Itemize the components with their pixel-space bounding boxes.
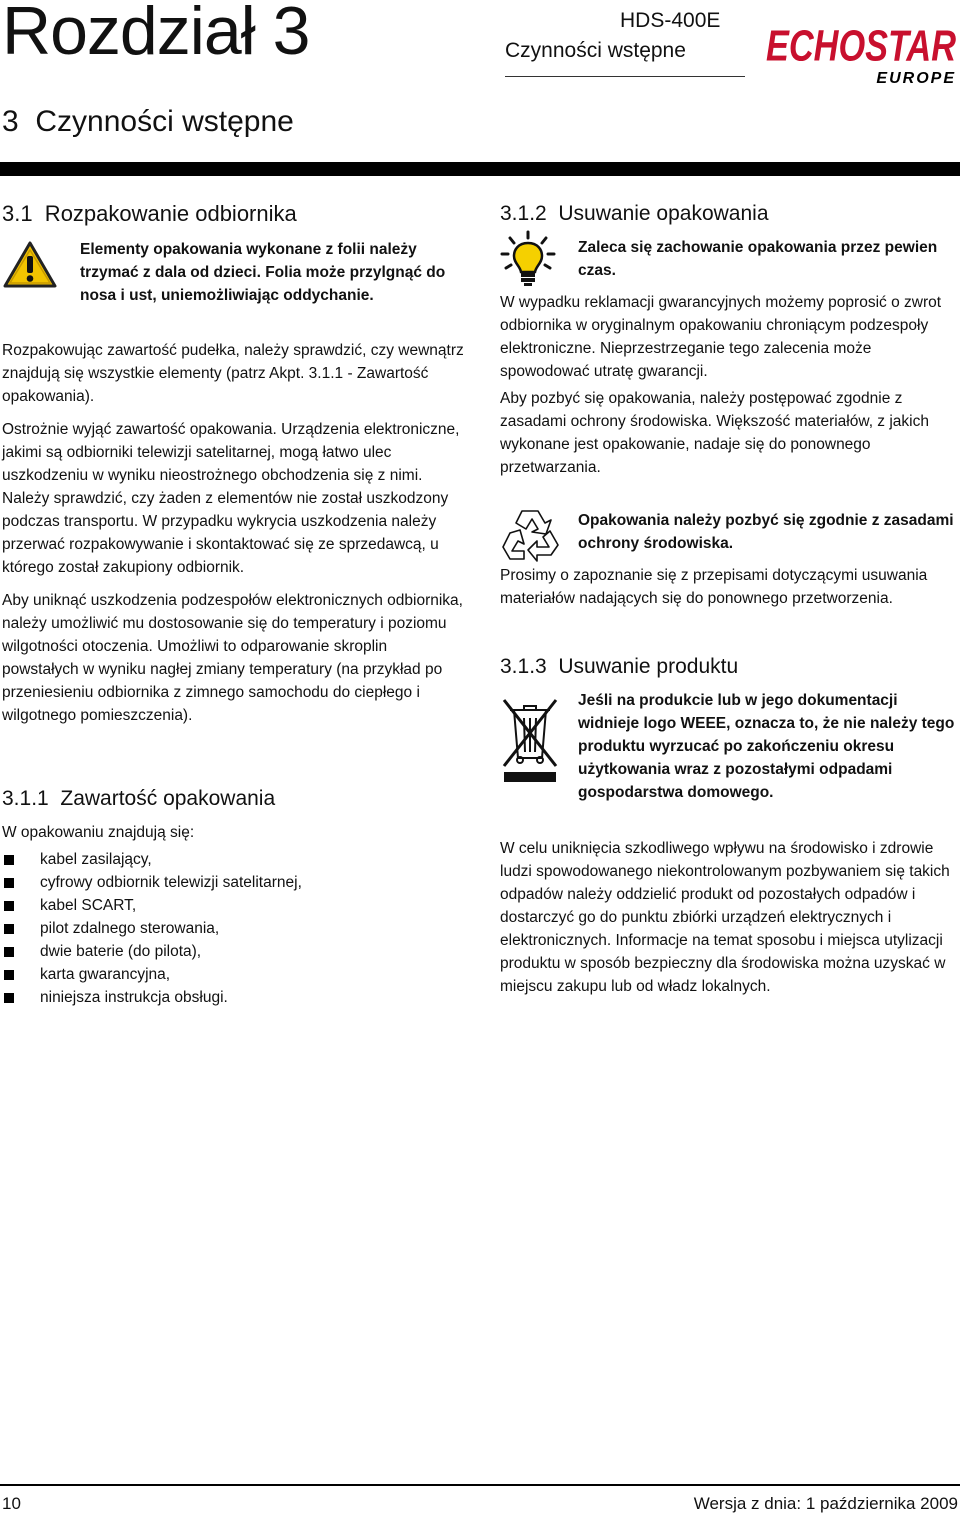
echostar-logo	[764, 20, 958, 86]
recycle-icon	[500, 507, 560, 563]
logo-word: ECHOSTAR	[766, 20, 957, 71]
paragraph: Prosimy o zapoznanie się z przepisami dotyczącymi usuwania materiałów nadających się do ponownego przetworzenia.	[500, 567, 928, 607]
list-item: kabel zasilający,	[2, 848, 462, 871]
bullet-icon	[4, 901, 14, 911]
list-intro: W opakowaniu znajdują się:	[2, 824, 195, 841]
header-rule	[505, 76, 745, 77]
left-body	[2, 339, 464, 733]
heading-3-1: 3.1 Rozpakowanie odbiornika	[2, 201, 297, 226]
tip-note: Zaleca się zachowanie opakowania przez pewien czas.	[578, 239, 938, 279]
list-item: dwie baterie (do pilota),	[2, 940, 462, 963]
list-item: karta gwarancyjna,	[2, 963, 462, 986]
paragraph: Aby pozbyć się opakowania, należy postępować zgodnie z zasadami ochrony środowiska. Większość materiałów, z jakich wykonane jest opakowanie, nadaje się do ponownego przetwarzania.	[500, 390, 929, 476]
heading-3-1-1: 3.1.1 Zawartość opakowania	[2, 787, 276, 810]
paragraph: Aby uniknąć uszkodzenia podzespołów elektronicznych odbiornika, należy umożliwić mu dostosowanie się do temperatury i poziomu wilgotności otoczenia. Umożliwi to odparowanie skroplin powstałych w wyniku nagłej zmiany temperatury (na przykład po przeniesieniu odbiornika z zimnego samochodu do ciepłego i wilgotnego pomieszczenia).	[2, 592, 463, 724]
list-item: kabel SCART,	[2, 894, 462, 917]
recycle-note: Opakowania należy pozbyć się zgodnie z zasadami ochrony środowiska.	[578, 512, 954, 552]
bullet-icon	[4, 924, 14, 934]
paragraph: W wypadku reklamacji gwarancyjnych możemy poprosić o zwrot odbiornika w oryginalnym opakowaniu chroniącym podzespoły elektroniczne. Nieprzestrzeganie tego zalecenia może spowodować utratę gwarancji.	[500, 294, 942, 380]
paragraph: Rozpakowując zawartość pudełka, należy sprawdzić, czy wewnątrz znajdują się wszystkie elementy (patrz Akpt. 3.1.1 - Zawartość opakowania).	[2, 342, 464, 405]
bullet-icon	[4, 947, 14, 957]
contents-list	[2, 848, 462, 1009]
section-title: 3 Czynności wstępne	[2, 105, 294, 138]
list-item: cyfrowy odbiornik telewizji satelitarnej,	[2, 871, 462, 894]
logo-sub: EUROPE	[876, 70, 956, 86]
header-subtitle: Czynności wstępne	[505, 39, 686, 62]
list-item: niniejsza instrukcja obsługi.	[2, 986, 462, 1009]
header-model: HDS-400E	[620, 9, 721, 32]
list-item: pilot zdalnego sterowania,	[2, 917, 462, 940]
section-rule	[0, 162, 960, 176]
bullet-icon	[4, 878, 14, 888]
heading-3-1-2: 3.1.2 Usuwanie opakowania	[500, 202, 769, 225]
warning-note: Elementy opakowania wykonane z folii należy trzymać z dala od dzieci. Folia może przylgnąć do nosa i ust, uniemożliwiając oddychanie.	[80, 241, 446, 304]
bullet-icon	[4, 855, 14, 865]
warning-icon	[2, 240, 58, 290]
page-number: 10	[2, 1494, 21, 1513]
bullet-icon	[4, 993, 14, 1003]
footer-rule	[0, 1484, 960, 1486]
weee-bin-icon	[500, 696, 560, 786]
lightbulb-icon	[500, 230, 556, 288]
bullet-icon	[4, 970, 14, 980]
chapter-title: Rozdział 3	[2, 0, 310, 69]
version-date: Wersja z dnia: 1 października 2009	[693, 1494, 958, 1513]
heading-3-1-3: 3.1.3 Usuwanie produktu	[500, 655, 739, 678]
right-body-1	[500, 291, 960, 485]
weee-note: Jeśli na produkcie lub w jego dokumentacji widnieje logo WEEE, oznacza to, że nie należy tego produktu wyrzucać po zakończeniu okresu użytkowania wraz z pozostałymi odpadami gospodarstwa domowego.	[578, 692, 955, 801]
paragraph: W celu uniknięcia szkodliwego wpływu na środowisko i zdrowie ludzi spowodowanego niekontrolowanym pozbywaniem się takich odpadów należy oddzielić produkt od pozostałych odpadów i dostarczyć go do punktu zbiórki urządzeń elektrycznych i elektronicznych. Informacje na temat sposobu i miejsca utylizacji produktu w sposób bezpieczny dla środowiska można uzyskać w miejscu zakupu lub od władz lokalnych.	[500, 840, 950, 995]
paragraph: Ostrożnie wyjąć zawartość opakowania. Urządzenia elektroniczne, jakimi są odbiorniki telewizji satelitarnej, mogą łatwo ulec uszkodzeniu w wyniku nieostrożnego obchodzenia się z nimi. Należy sprawdzić, czy żaden z elementów nie został uszkodzony podczas transportu. W przypadku wykrycia uszkodzenia należy przerwać rozpakowywanie i skontaktować się ze sprzedawcą, u którego został zakupiony odbiornik.	[2, 421, 460, 576]
